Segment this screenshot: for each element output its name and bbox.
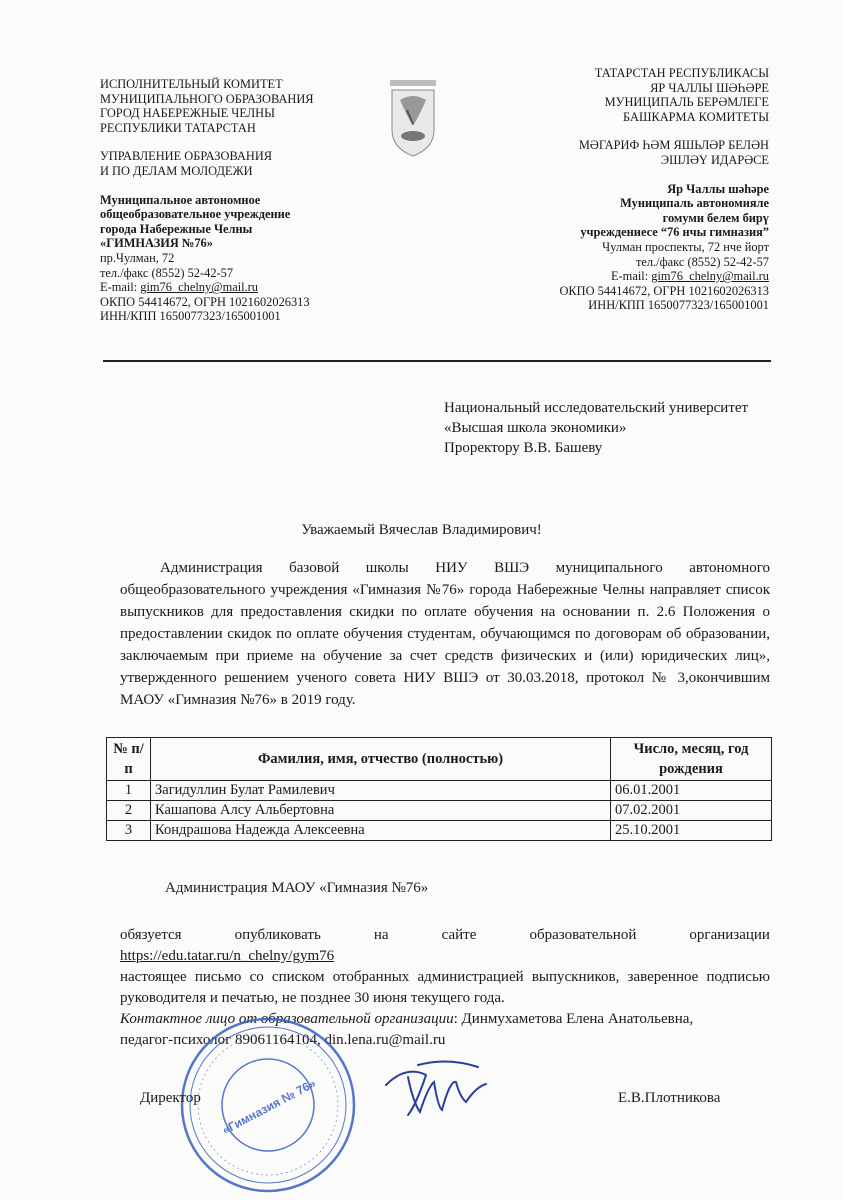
letter-body (120, 557, 770, 711)
school-website-link[interactable]: https://edu.tatar.ru/n_chelny/gym76 (120, 948, 335, 964)
column-header-number: № п/п (107, 738, 151, 781)
right-inn: ИНН/КПП 1650077323/165001001 (588, 298, 769, 313)
contact-value: : Динмухаметова Елена Анатольевна, (453, 1011, 694, 1027)
contact-line-2: педагог-психолог 89061164104, din.lena.ru@mail.ru (120, 1032, 446, 1048)
addressee-line: «Высшая школа экономики» (444, 420, 627, 436)
director-name: Е.В.Плотникова (618, 1090, 721, 1106)
obligation-word: опубликовать (234, 927, 321, 943)
obligation-word: обязуется (120, 927, 182, 943)
right-header-line: МУНИЦИПАЛЬ БЕРӘМЛЕГЕ (604, 95, 769, 110)
obligation-first-line (120, 925, 770, 946)
table-row (107, 801, 772, 821)
right-phone: тел./факс (8552) 52-42-57 (635, 254, 769, 269)
director-signature (378, 1055, 488, 1125)
left-header (100, 77, 314, 324)
header-divider (103, 360, 771, 362)
row-number: 3 (107, 821, 151, 841)
left-dept-line: УПРАВЛЕНИЕ ОБРАЗОВАНИЯ (100, 149, 273, 164)
left-inn: ИНН/КПП 1650077323/165001001 (100, 309, 281, 324)
row-number: 2 (107, 801, 151, 821)
right-org-line: Яр Чаллы шәһәре (667, 181, 769, 196)
obligation-word: на (373, 927, 389, 943)
column-header-name: Фамилия, имя, отчество (полностью) (151, 738, 611, 781)
left-okpo: ОКПО 54414672, ОГРН 1021602026313 (100, 294, 310, 309)
left-dept-line: И ПО ДЕЛАМ МОЛОДЕЖИ (100, 163, 253, 178)
email-label: E-mail: (610, 269, 652, 284)
obligation-word: образовательной (529, 927, 637, 943)
left-address: пр.Чулман, 72 (100, 250, 175, 265)
left-org-line: города Набережные Челны (100, 221, 253, 236)
right-dept-line: ЭШЛӘҮ ИДАРӘСЕ (660, 152, 769, 167)
body-paragraph: Администрация базовой школы НИУ ВШЭ муниципального автономного общеобразовательного учреждения «Гимназия №76» города Набережные Челны направляет список выпускников для предоставления скидки по оплате обучения на основании п. 2.6 Положения о предоставлении скидок по оплате обучения студентам, обучающимся по договорам об образовании, заключаемым при приеме на обучение за счет средств физических и (или) юридических лиц», утвержденного решением ученого совета НИУ ВШЭ от 30.03.2018, протокол № 3,окончившим МАОУ «Гимназия №76» в 2019 году. (120, 560, 770, 708)
director-title: Директор (140, 1090, 201, 1106)
left-org-line: общеобразовательное учреждение (100, 207, 291, 222)
left-header-line: ГОРОД НАБЕРЕЖНЫЕ ЧЕЛНЫ (100, 106, 275, 121)
graduates-table (106, 737, 772, 841)
column-header-birthdate: Число, месяц, год рождения (611, 738, 772, 781)
greeting: Уважаемый Вячеслав Владимирович! (301, 522, 542, 538)
row-name: Кондрашова Надежда Алексеевна (151, 821, 611, 841)
obligation-word: организации (689, 927, 770, 943)
right-header-line: ТАТАРСТАН РЕСПУБЛИКАСЫ (594, 66, 769, 80)
right-org-line: учреждениесе “76 нчы гимназия” (580, 225, 769, 240)
obligation-word: сайте (441, 927, 477, 943)
left-org-line: «ГИМНАЗИЯ №76» (100, 236, 213, 251)
right-org-line: гомуми белем бирү (662, 210, 769, 225)
row-name: Кашапова Алсу Альбертовна (151, 801, 611, 821)
addressee-block (444, 398, 748, 458)
table-row (107, 781, 772, 801)
left-header-line: МУНИЦИПАЛЬНОГО ОБРАЗОВАНИЯ (100, 91, 314, 106)
left-email-line (100, 280, 314, 295)
right-org-line: Муниципаль автономияле (620, 196, 769, 211)
table-row (107, 821, 772, 841)
row-birthdate: 07.02.2001 (611, 801, 772, 821)
left-phone: тел./факс (8552) 52-42-57 (100, 265, 234, 280)
right-okpo: ОКПО 54414672, ОГРН 1021602026313 (559, 283, 769, 298)
right-address: Чулман проспекты, 72 нче йорт (602, 239, 769, 254)
right-dept-line: МӘГАРИФ ҺӘМ ЯШЬЛӘР БЕЛӘН (578, 138, 769, 153)
right-header-line: БАШКАРМА КОМИТЕТЫ (623, 109, 769, 124)
right-email-line (559, 269, 769, 284)
obligation-text: настоящее письмо со списком отобранных администрацией выпускников, заверенное подписью руководителя и печатью, не позднее 30 июня текущего года. (120, 969, 770, 1006)
addressee-line: Национальный исследовательский университет (444, 400, 749, 416)
left-header-line: РЕСПУБЛИКИ ТАТАРСТАН (100, 120, 256, 135)
left-org-line: Муниципальное автономное (100, 192, 261, 207)
row-birthdate: 06.01.2001 (611, 781, 772, 801)
contact-label: Контактное лицо от образовательной организации (120, 1011, 454, 1027)
right-header-line: ЯР ЧАЛЛЫ ШӘҺӘРЕ (650, 80, 769, 95)
email-label: E-mail: (100, 280, 141, 295)
right-header (559, 66, 769, 313)
right-email-link[interactable]: gim76_chelny@mail.ru (651, 269, 769, 284)
row-name: Загидуллин Булат Рамилевич (151, 781, 611, 801)
addressee-line: Проректору В.В. Башеву (444, 440, 603, 456)
official-stamp (178, 1015, 358, 1195)
row-birthdate: 25.10.2001 (611, 821, 772, 841)
left-header-line: ИСПОЛНИТЕЛЬНЫЙ КОМИТЕТ (100, 77, 283, 91)
stamp-center-text: «Гимназия № 76» (219, 1076, 319, 1138)
row-number: 1 (107, 781, 151, 801)
admin-line: Администрация МАОУ «Гимназия №76» (165, 880, 429, 896)
table-header-row (107, 738, 772, 781)
coat-of-arms-icon (380, 80, 446, 160)
left-email-link[interactable]: gim76_chelny@mail.ru (140, 280, 259, 295)
